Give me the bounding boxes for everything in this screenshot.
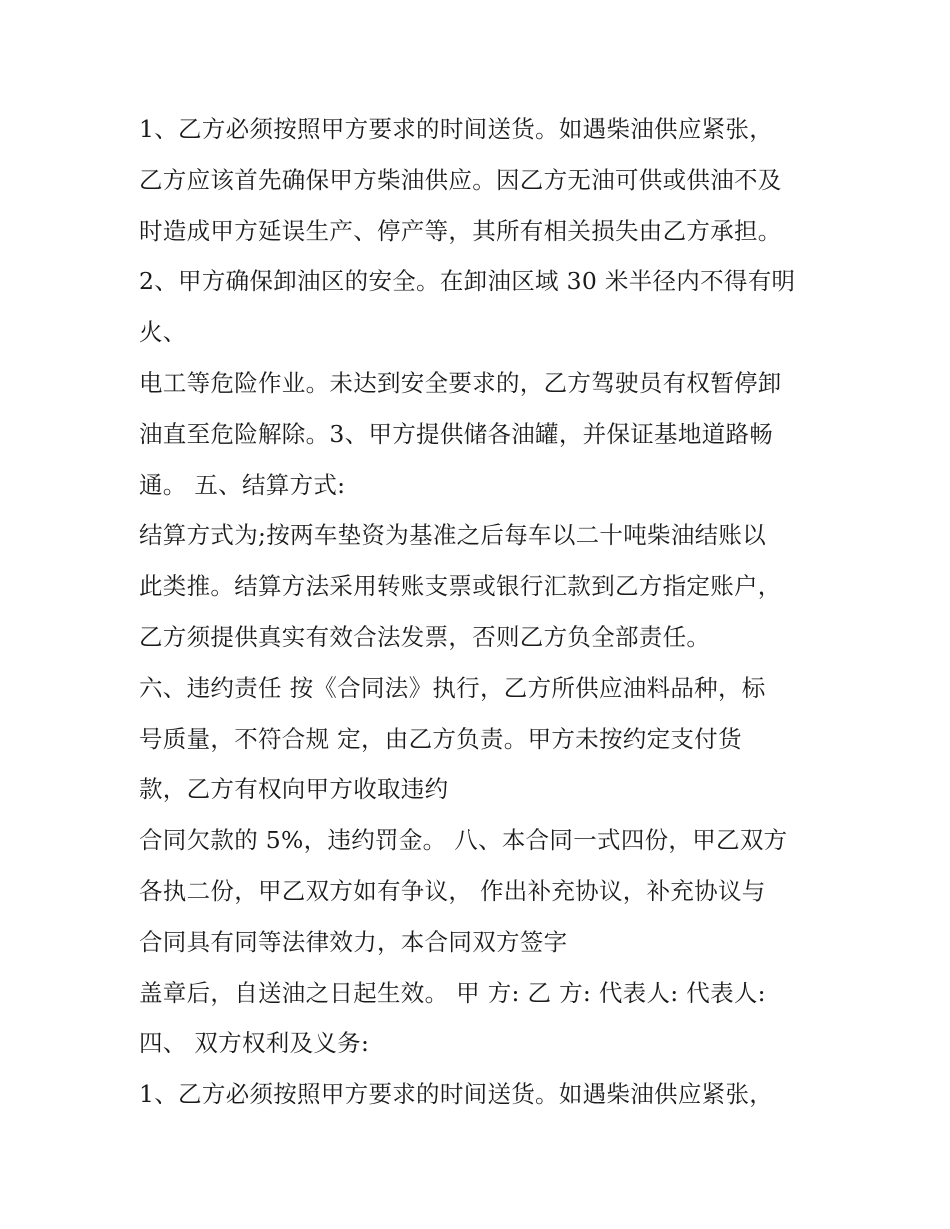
text-line: 合同欠款的 5%，违约罚金。 八、本合同一式四份，甲乙双方	[139, 826, 788, 855]
text-line: 1、乙方必须按照甲方要求的时间送货。如遇柴油供应紧张，	[139, 115, 774, 143]
text-line: 乙方应该首先确保甲方柴油供应。因乙方无油可供或供油不及	[139, 165, 782, 194]
text-line: 电工等危险作业。未达到安全要求的，乙方驾驶员有权暂停卸	[139, 368, 782, 397]
text-line: 通。 五、结算方式:	[139, 470, 346, 499]
document-body	[139, 104, 829, 1120]
text-line: 各执二份，甲乙双方如有争议， 作出补充协议，补充协议与	[139, 876, 766, 905]
text-line: 油直至危险解除。3、甲方提供储各油罐，并保证基地道路畅	[139, 419, 774, 448]
text-line: 结算方式为;按两车垫资为基准之后每车以二十吨柴油结账以	[139, 521, 767, 550]
text-line: 乙方须提供真实有效合法发票，否则乙方负全部责任。	[139, 622, 711, 651]
text-line: 1、乙方必须按照甲方要求的时间送货。如遇柴油供应紧张，	[139, 1080, 774, 1109]
text-line: 六、违约责任 按《合同法》执行，乙方所供应油料品种，标	[139, 673, 766, 702]
text-line: 款，乙方有权向甲方收取违约	[139, 775, 449, 804]
text-line: 此类推。结算方法采用转账支票或银行汇款到乙方指定账户，	[139, 572, 782, 601]
text-line: 火、	[139, 318, 187, 347]
text-line: 合同具有同等法律效力，本合同双方签字	[139, 927, 568, 956]
text-line: 2、甲方确保卸油区的安全。在卸油区域 30 米半径内不得有明	[139, 267, 796, 296]
text-line: 时造成甲方延误生产、停产等，其所有相关损失由乙方承担。	[139, 216, 782, 245]
text-line: 号质量，不符合规 定，由乙方负责。甲方未按约定支付货	[139, 724, 742, 753]
text-line: 四、 双方权利及义务:	[139, 1029, 370, 1058]
text-line: 盖章后，自送油之日起生效。 甲 方: 乙 方: 代表人: 代表人:	[139, 978, 766, 1007]
